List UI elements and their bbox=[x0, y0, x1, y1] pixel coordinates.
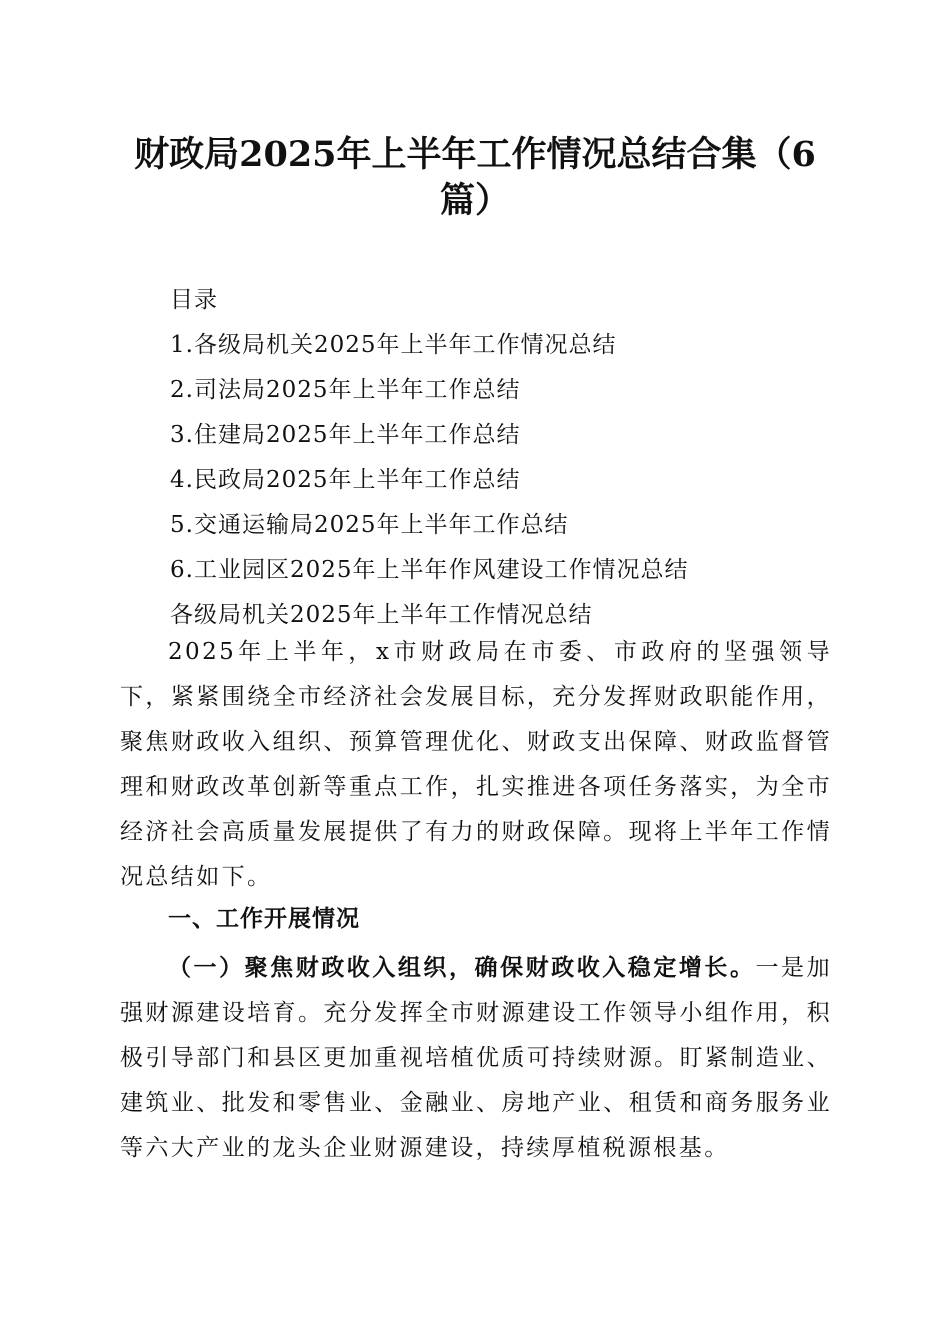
toc-item: 2.司法局2025年上半年工作总结 bbox=[170, 377, 521, 403]
subsection-body: 一是加强财源建设培育。充分发挥全市财源建设工作领导小组作用，积极引导部门和县区更加重视培植优质可持续财源。盯紧制造业、建筑业、批发和零售业、金融业、房地产业、租赁和商务服务业等六大产业的龙头企业财源建设，持续厚植税源根基。 bbox=[120, 955, 833, 1161]
toc-item: 3.住建局2025年上半年工作总结 bbox=[170, 422, 521, 448]
toc-label: 目录 bbox=[170, 287, 218, 313]
toc-item: 1.各级局机关2025年上半年工作情况总结 bbox=[170, 332, 617, 358]
toc-item: 4.民政局2025年上半年工作总结 bbox=[170, 467, 521, 493]
subsection-lead: （一）聚焦财政收入组织，确保财政收入稳定增长。 bbox=[168, 954, 756, 981]
toc-item: 6.工业园区2025年上半年作风建设工作情况总结 bbox=[170, 557, 689, 583]
intro-paragraph: 2025年上半年，x市财政局在市委、市政府的坚强领导下，紧紧围绕全市经济社会发展目标，充分发挥财政职能作用，聚焦财政收入组织、预算管理优化、财政支出保障、财政监督管理和财政改革创新等重点工作，扎实推进各项任务落实，为全市经济社会高质量发展提供了有力的财政保障。现将上半年工作情况总结如下。 bbox=[120, 639, 832, 890]
section-heading: 一、工作开展情况 bbox=[168, 906, 360, 932]
subsection-paragraph bbox=[120, 945, 832, 1171]
table-of-contents bbox=[170, 278, 850, 638]
section-title: 各级局机关2025年上半年工作情况总结 bbox=[170, 602, 593, 628]
document-title: 财政局2025年上半年工作情况总结合集（6篇） bbox=[134, 134, 816, 221]
toc-item: 5.交通运输局2025年上半年工作总结 bbox=[170, 512, 569, 538]
